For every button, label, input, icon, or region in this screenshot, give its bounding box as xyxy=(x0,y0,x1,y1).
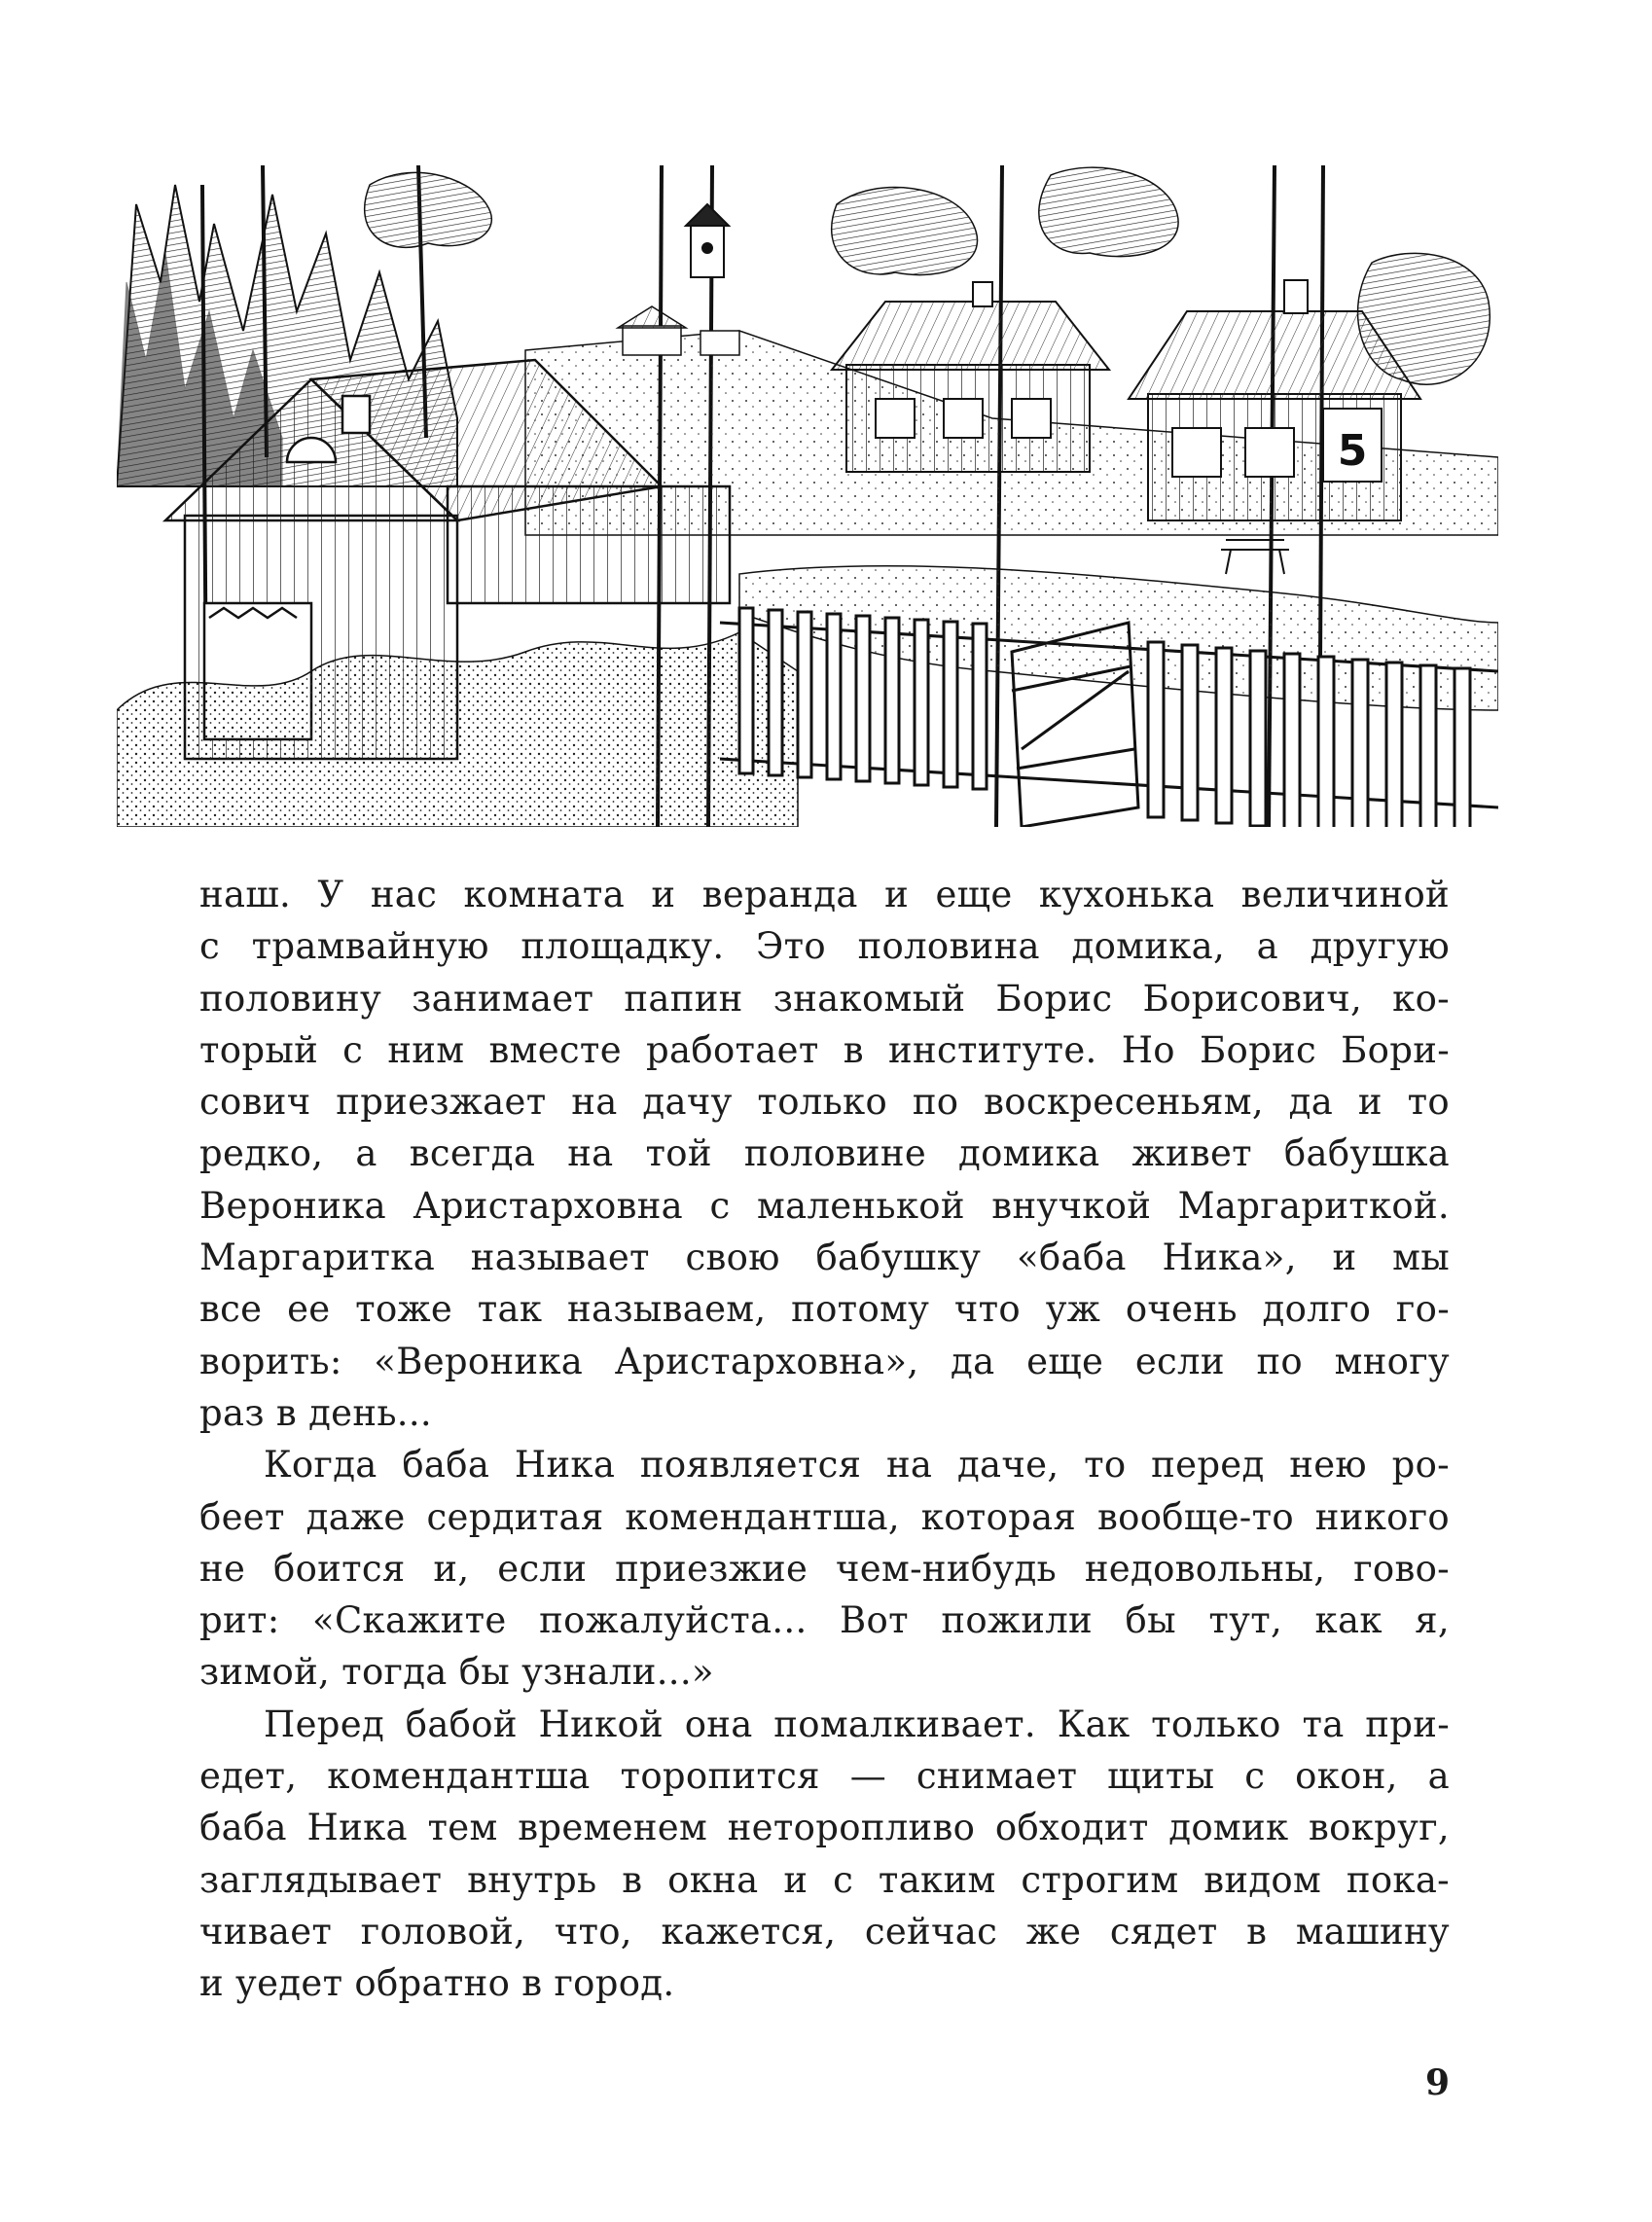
text-line: Вероника Аристарховна с маленькой внучкой Маргариткой. xyxy=(199,1184,1450,1227)
birdhouse xyxy=(686,204,729,277)
text-line: заглядывает внутрь в окна и с таким строгим видом пока- xyxy=(199,1858,1450,1901)
garden-bench xyxy=(1221,540,1289,574)
text-line: не боится и, если приезжие чем-нибудь недовольны, гово- xyxy=(199,1547,1450,1590)
text-line: Перед бабой Никой она помалкивает. Как только та при- xyxy=(264,1702,1450,1745)
text-line: рит: «Скажите пожалуйста... Вот пожили бы тут, как я, xyxy=(199,1599,1450,1642)
text-line: наш. У нас комната и веранда и еще кухонька величиной xyxy=(199,874,1450,915)
text-line: беет даже сердитая комендантша, которая вообще-то никого xyxy=(199,1495,1450,1538)
text-line: ворить: «Вероника Аристарховна», да еще если по многу xyxy=(199,1340,1450,1382)
text-line: раз в день... xyxy=(199,1391,432,1434)
road xyxy=(739,566,1498,710)
text-line: редко, а всегда на той половине домика живет бабушка xyxy=(199,1132,1450,1175)
body-text xyxy=(199,869,1450,2010)
text-line: баба Ника тем временем неторопливо обходит домик вокруг, xyxy=(199,1807,1450,1849)
text-line: торый с ним вместе работает в институте. Но Борис Бори- xyxy=(199,1028,1450,1071)
house-number: 5 xyxy=(1337,426,1368,476)
text-line: чивает головой, что, кажется, сейчас же сядет в машину xyxy=(199,1910,1450,1953)
dacha-drawing xyxy=(117,165,1498,827)
text-line: зимой, тогда бы узнали...» xyxy=(199,1651,714,1694)
text-line: половину занимает папин знакомый Борис Борисович, ко- xyxy=(199,977,1450,1020)
text-line: Маргаритка называет свою бабушку «баба Ника», и мы xyxy=(199,1236,1450,1279)
text-line: и уедет обратно в город. xyxy=(199,1962,675,2005)
text-line: Когда баба Ника появляется на даче, то перед нею ро- xyxy=(264,1444,1450,1487)
text-line: едет, комендантша торопится — снимает щиты с окон, а xyxy=(199,1755,1450,1798)
dacha-illustration xyxy=(117,165,1498,827)
far-houses xyxy=(618,306,739,355)
middle-house xyxy=(832,282,1109,472)
page-number: 9 xyxy=(1424,2062,1450,2103)
text-line: все ее тоже так называем, потому что уж очень долго го- xyxy=(199,1288,1450,1331)
text-line: с трамвайную площадку. Это половина домика, а другую xyxy=(199,925,1450,968)
text-line: сович приезжает на дачу только по воскресеньям, да и то xyxy=(199,1081,1450,1124)
